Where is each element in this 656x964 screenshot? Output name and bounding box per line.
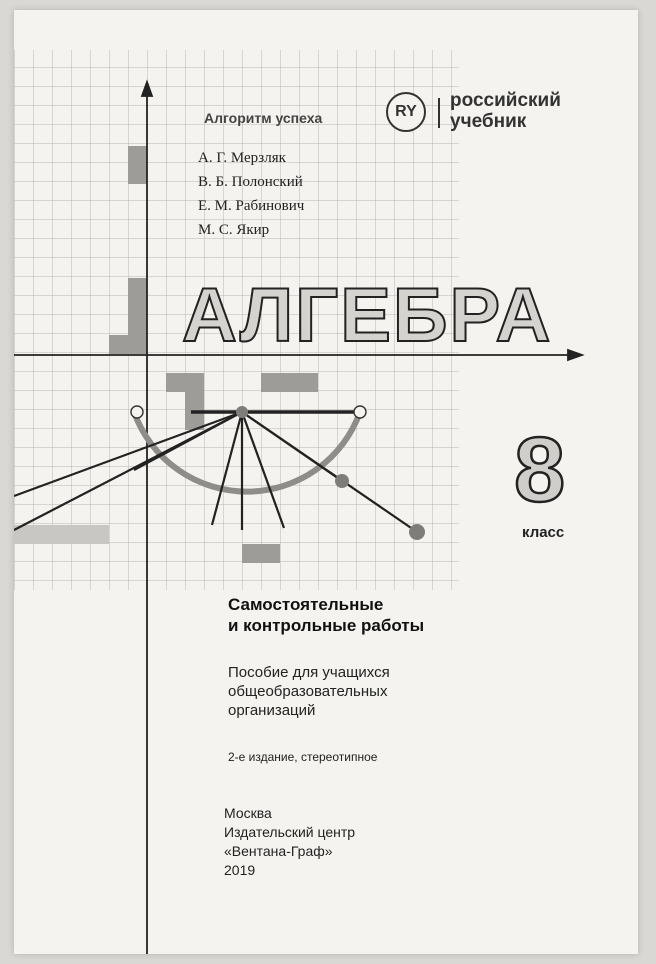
publisher-logo-icon bbox=[386, 92, 426, 132]
author: Е. М. Рабинович bbox=[198, 198, 305, 214]
subtitle-line-1: Самостоятельные bbox=[228, 595, 384, 614]
edition-note: 2-е издание, стереотипное bbox=[228, 750, 378, 764]
publisher-logo-text bbox=[450, 90, 561, 132]
imprint-year: 2019 bbox=[224, 862, 256, 878]
logo-line-1: российский bbox=[450, 90, 561, 111]
author: В. Б. Полонский bbox=[198, 174, 303, 190]
series-name: Алгоритм успеха bbox=[204, 110, 323, 126]
book-subtitle bbox=[228, 594, 424, 636]
imprint bbox=[224, 804, 355, 880]
imprint-publisher-line-2: «Вентана-Граф» bbox=[224, 843, 333, 859]
author: М. С. Якир bbox=[198, 222, 270, 238]
title-page bbox=[14, 10, 638, 954]
authors-list bbox=[198, 146, 304, 242]
imprint-publisher-line-1: Издательский центр bbox=[224, 824, 356, 840]
audience-note bbox=[228, 663, 390, 720]
author: А. Г. Мерзляк bbox=[198, 150, 286, 166]
imprint-city: Москва bbox=[224, 805, 272, 821]
grade-number: 8 bbox=[514, 419, 566, 521]
audience-line-3: организаций bbox=[228, 702, 316, 719]
logo-mark: RY bbox=[395, 103, 417, 120]
audience-line-2: общеобразовательных bbox=[228, 683, 388, 700]
logo-line-2: учебник bbox=[450, 111, 527, 132]
grade-label: класс bbox=[522, 524, 565, 541]
audience-line-1: Пособие для учащихся bbox=[228, 664, 390, 681]
logo-divider bbox=[438, 98, 440, 128]
subtitle-line-2: и контрольные работы bbox=[228, 616, 425, 635]
book-title: АЛГЕБРА bbox=[182, 273, 553, 358]
